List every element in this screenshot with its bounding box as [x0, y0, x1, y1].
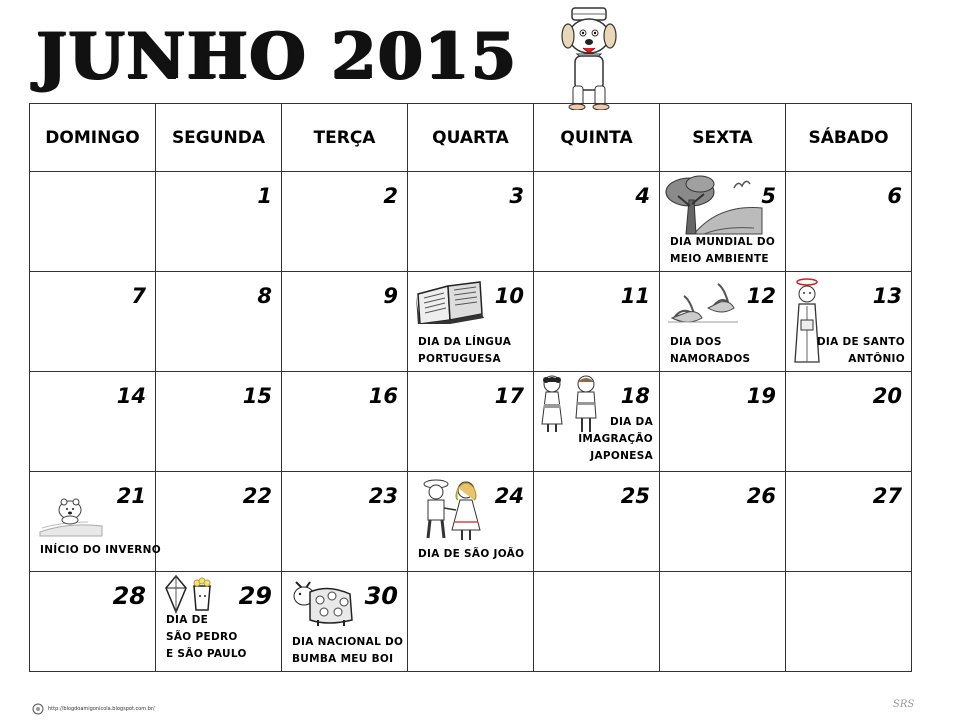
day-cell-7: [30, 272, 156, 372]
day-number: 15: [242, 384, 272, 408]
day-number: 22: [242, 484, 272, 508]
calendar-grid: [29, 103, 912, 672]
day-cell-29: [156, 572, 282, 672]
event-30-label: [292, 634, 403, 668]
day-number: 9: [383, 284, 398, 308]
event-line: JAPONESA: [590, 450, 653, 462]
day-cell-13: [786, 272, 912, 372]
day-cell-empty: [534, 572, 660, 672]
day-number: 7: [131, 284, 146, 308]
day-cell-25: [534, 472, 660, 572]
day-cell-4: [534, 172, 660, 272]
day-number: 11: [620, 284, 650, 308]
day-number: 6: [887, 184, 902, 208]
weekday-segunda: SEGUNDA: [156, 104, 282, 172]
polar-bear-icon: [38, 492, 104, 538]
weekday-terca: TERÇA: [282, 104, 408, 172]
day-cell-3: [408, 172, 534, 272]
day-number: 1: [257, 184, 272, 208]
day-number: 25: [620, 484, 650, 508]
day-cell-10: [408, 272, 534, 372]
day-number: 16: [368, 384, 398, 408]
day-number: 5: [761, 184, 776, 208]
day-cell-28: [30, 572, 156, 672]
day-number: 28: [112, 582, 146, 610]
day-number: 21: [116, 484, 146, 508]
day-number: 27: [872, 484, 902, 508]
event-line: BUMBA MEU BOI: [292, 653, 394, 665]
day-cell-8: [156, 272, 282, 372]
week-row: [30, 472, 912, 572]
day-cell-20: [786, 372, 912, 472]
day-cell-22: [156, 472, 282, 572]
day-cell-12: [660, 272, 786, 372]
day-cell-6: [786, 172, 912, 272]
day-number: 20: [872, 384, 902, 408]
day-cell-23: [282, 472, 408, 572]
event-line: SÃO PEDRO: [166, 631, 238, 643]
weekday-header-row: [30, 104, 912, 172]
day-cell-19: [660, 372, 786, 472]
calendar-title: JUNHO 2015: [36, 19, 518, 94]
day-number: 8: [257, 284, 272, 308]
weekday-sabado: SÁBADO: [786, 104, 912, 172]
event-21-label: [40, 542, 161, 559]
open-book-icon: [414, 280, 486, 324]
event-line: E SÃO PAULO: [166, 648, 247, 660]
event-12-label: [670, 334, 750, 368]
event-line: DIA DA LÍNGUA: [418, 336, 512, 348]
day-number: 4: [635, 184, 650, 208]
weekday-quinta: QUINTA: [534, 104, 660, 172]
day-number: 29: [238, 582, 272, 610]
week-row: [30, 172, 912, 272]
weekday-quarta: QUARTA: [408, 104, 534, 172]
event-line: INÍCIO DO INVERNO: [40, 544, 161, 556]
event-24-label: [418, 546, 524, 563]
dog-mascot-icon: [555, 6, 625, 110]
day-cell-empty: [408, 572, 534, 672]
event-line: DIA DE SÃO JOÃO: [418, 548, 525, 560]
event-line: DIA NACIONAL DO: [292, 636, 404, 648]
day-number: 18: [620, 384, 650, 408]
day-number: 26: [746, 484, 776, 508]
day-number: 19: [746, 384, 776, 408]
event-line: ANTÔNIO: [848, 353, 905, 365]
event-18-label: [578, 414, 653, 465]
day-cell-18: [534, 372, 660, 472]
event-line: PORTUGUESA: [418, 353, 501, 365]
tree-landscape-icon: [664, 174, 764, 236]
event-13-label: [817, 334, 905, 368]
day-number: 14: [116, 384, 146, 408]
event-29-label: [166, 612, 247, 663]
event-line: DIA DE: [166, 614, 209, 626]
day-cell-empty: [660, 572, 786, 672]
footer-signature: SRS: [893, 699, 915, 710]
event-line: DIA DE SANTO: [816, 336, 905, 348]
weekday-sexta: SEXTA: [660, 104, 786, 172]
day-number: 3: [509, 184, 524, 208]
day-cell-16: [282, 372, 408, 472]
day-cell-9: [282, 272, 408, 372]
festa-junina-couple-icon: [416, 478, 486, 544]
event-5-label: [670, 234, 775, 268]
day-number: 10: [494, 284, 524, 308]
day-cell-empty: [30, 172, 156, 272]
day-cell-17: [408, 372, 534, 472]
week-row: [30, 372, 912, 472]
day-number: 24: [494, 484, 524, 508]
day-number: 23: [368, 484, 398, 508]
weekday-domingo: DOMINGO: [30, 104, 156, 172]
day-number: 17: [494, 384, 524, 408]
footer-credit: [32, 703, 155, 715]
lantern-popcorn-icon: [164, 574, 216, 614]
day-cell-15: [156, 372, 282, 472]
day-cell-21: [30, 472, 161, 572]
day-cell-14: [30, 372, 156, 472]
day-cell-2: [282, 172, 408, 272]
blog-logo-icon: [32, 703, 44, 715]
day-cell-26: [660, 472, 786, 572]
day-cell-empty: [786, 572, 912, 672]
day-cell-30: [282, 572, 408, 672]
bumba-meu-boi-icon: [288, 576, 356, 628]
event-line: DIA DOS: [670, 336, 722, 348]
day-cell-5: [660, 172, 786, 272]
swans-icon: [668, 278, 738, 326]
day-cell-24: [408, 472, 534, 572]
day-number: 12: [746, 284, 776, 308]
event-line: MEIO AMBIENTE: [670, 253, 769, 265]
day-cell-11: [534, 272, 660, 372]
event-10-label: [418, 334, 511, 368]
event-line: NAMORADOS: [670, 353, 751, 365]
day-cell-1: [156, 172, 282, 272]
day-number: 2: [383, 184, 398, 208]
day-number: 13: [872, 284, 902, 308]
week-row: [30, 272, 912, 372]
day-number: 30: [364, 582, 398, 610]
day-cell-27: [786, 472, 912, 572]
event-line: DIA MUNDIAL DO: [670, 236, 776, 248]
event-line: IMAGRAÇÃO: [578, 433, 653, 445]
week-row: [30, 572, 912, 672]
event-line: DIA DA: [609, 416, 653, 428]
footer-url: http://blogdoamigonicola.blogspot.com.br/: [48, 706, 155, 712]
